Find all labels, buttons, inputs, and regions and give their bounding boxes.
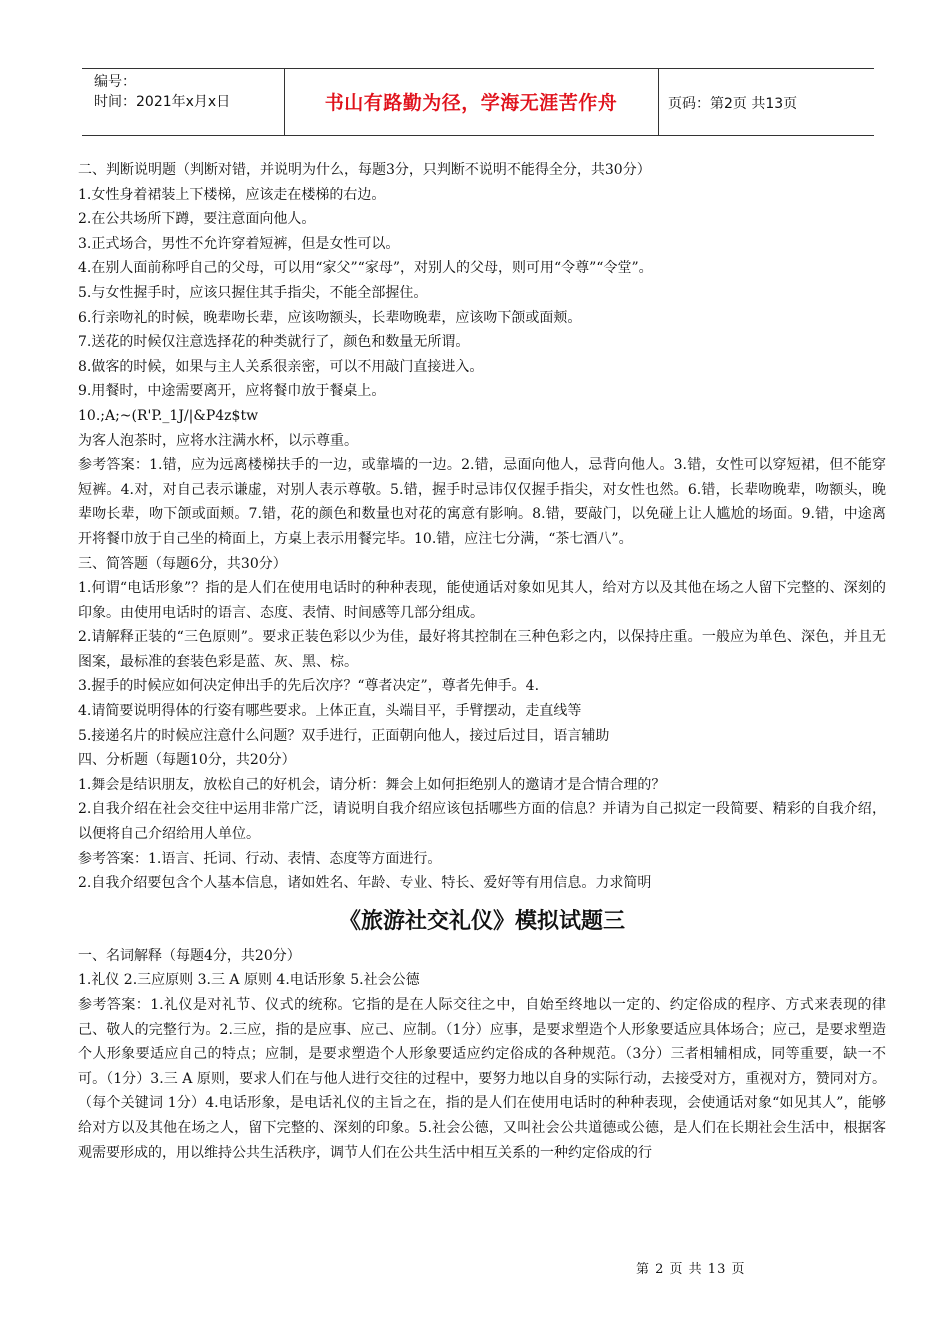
question-line: 为客人泡茶时，应将水注满水杯，以示尊重。: [78, 432, 358, 449]
question-line: 4.在别人面前称呼自己的父母，可以用“家父”“家母”，对别人的父母，则可用“令尊”“令堂”。: [78, 260, 653, 277]
question-line: 1.女性身着裙装上下楼梯，应该走在楼梯的右边。: [78, 186, 386, 203]
analysis-answer-1: 参考答案：1.语言、托词、行动、表情、态度等方面进行。: [78, 850, 442, 867]
header-top-rule: [82, 68, 874, 69]
section4-title: 四、分析题（每题10分，共20分）: [78, 752, 296, 769]
question-line: 5.与女性握手时，应该只握住其手指尖，不能全部握住。: [78, 284, 428, 301]
header-divider-right: [658, 68, 659, 135]
short-answer-3: 3.握手的时候应如何决定伸出手的先后次序？“尊者决定”，尊者先伸手。4.: [78, 678, 540, 695]
analysis-question-1: 1.舞会是结识朋友，放松自己的好机会，请分析：舞会上如何拒绝别人的邀请才是合情合理的？: [78, 776, 666, 793]
answer-paragraph: 参考答案：1.错，应为远离楼梯扶手的一边，或靠墙的一边。2.错，忌面向他人，忌背向他人。3.错，女性可以穿短裙，但不能穿短裤。4.对，对自己表示谦虚，对别人表示尊敬。5.错，握手时忌讳仅仅握手指尖，对女性也然。6.错，长辈吻晚辈，吻额头，晚辈吻长辈，吻下颌或面颊。7.错，花的颜色和数量也对花的寓意有影响。8.错，要敲门，以免碰上让人尴尬的场面。9.错，中途离开将餐巾放于自己坐的椅面上，方桌上表示用餐完毕。10.错，应注七分满，“茶七酒八”。: [78, 457, 886, 547]
exam-title: 《旅游社交礼仪》模拟试题三: [338, 908, 625, 934]
analysis-answer-2: 2.自我介绍要包含个人基本信息，诸如姓名、年龄、专业、特长、爱好等有用信息。力求简明: [78, 875, 652, 892]
question-line: 9.用餐时，中途需要离开，应将餐巾放于餐桌上。: [78, 383, 386, 400]
question-line: 7.送花的时候仅注意选择花的种类就行了，颜色和数量无所谓。: [78, 334, 470, 351]
short-answer-2: 2.请解释正装的“三色原则”。要求正装色彩以少为佳，最好将其控制在三种色彩之内，以保持庄重。一般应为单色、深色，并且无图案，最标准的套装色彩是蓝、灰、黑、棕。: [78, 629, 886, 670]
section2-title: 二、判断说明题（判断对错，并说明为什么，每题3分，只判断不说明不能得全分，共30分）: [78, 162, 651, 178]
short-answer-1: 1.何谓“电话形象”？指的是人们在使用电话时的种种表现，能使通话对象如见其人，给对方以及其他在场之人留下完整的、深刻的印象。由使用电话时的语言、态度、表情、时间感等几部分组成。: [78, 580, 886, 621]
short-answer-4: 4.请简要说明得体的行姿有哪些要求。上体正直，头端目平，手臂摆动，走直线等: [78, 703, 582, 720]
section1-title: 一、名词解释（每题4分，共20分）: [78, 947, 301, 964]
question-line: 8.做客的时候，如果与主人关系很亲密，可以不用敲门直接进入。: [78, 358, 484, 375]
page-footer: 第 2 页 共 13 页: [636, 1262, 746, 1277]
question-line: 3.正式场合，男性不允许穿着短裤，但是女性可以。: [78, 235, 400, 252]
question-line: 2.在公共场所下蹲，要注意面向他人。: [78, 211, 316, 228]
short-answer-5: 5.接递名片的时候应注意什么问题？双手进行，正面朝向他人，接过后过目，语言辅助: [78, 727, 610, 744]
section3-title: 三、简答题（每题6分，共30分）: [78, 555, 287, 572]
document-body: [78, 158, 886, 1165]
analysis-question-2: 2.自我介绍在社会交往中运用非常广泛，请说明自我介绍应该包括哪些方面的信息？并请为自己拟定一段简要、精彩的自我介绍，以便将自己介绍给用人单位。: [78, 801, 886, 843]
header-motto: 书山有路勤为径，学海无涯苦作舟: [324, 92, 618, 114]
terms-answer: 参考答案：1.礼仪是对礼节、仪式的统称。它指的是在人际交往之中，自始至终地以一定的、约定俗成的程序、方式来表现的律己、敬人的完整行为。2.三应，指的是应事、应己、应制。（1分）应事，是要求塑造个人形象要适应具体场合；应己，是要求塑造个人形象要适应自己的特点；应制，是要求塑造个人形象要适应约定俗成的各种规范。（3分）三者相辅相成，同等重要，缺一不可。（1分）3.三 A 原则，要求人们在与他人进行交往的过程中，要努力地以自身的实际行动，去接受对方，重视对方，赞同对方。（每个关键词 1分）4.电话形象，是电话礼仪的主旨之在，指的是人们在使用电话时的种种表现，会使通话对象“如见其人”，能够给对方以及其他在场之人，留下完整的、深刻的印象。5.社会公德，又叫社会公共道德或公德，是人们在长期社会生活中，根据客观需要形成的，用以维持公共生活秩序，调节人们在公共生活中相互关系的一种约定俗成的行: [78, 997, 886, 1161]
header-meta: [94, 72, 230, 112]
header-page-info: 页码：第2页 共13页: [668, 96, 798, 112]
header-time-label: 时间：2021年x月x日: [94, 94, 231, 110]
header-number-label: 编号：: [94, 74, 136, 90]
terms-list: 1.礼仪 2.三应原则 3.三 A 原则 4.电话形象 5.社会公德: [78, 972, 420, 989]
question-line: 10.;A;~(R'P._1J/|&P4z$tw: [78, 407, 259, 424]
header-bottom-rule: [82, 135, 874, 136]
question-line: 6.行亲吻礼的时候，晚辈吻长辈，应该吻额头，长辈吻晚辈，应该吻下颌或面颊。: [78, 309, 582, 326]
